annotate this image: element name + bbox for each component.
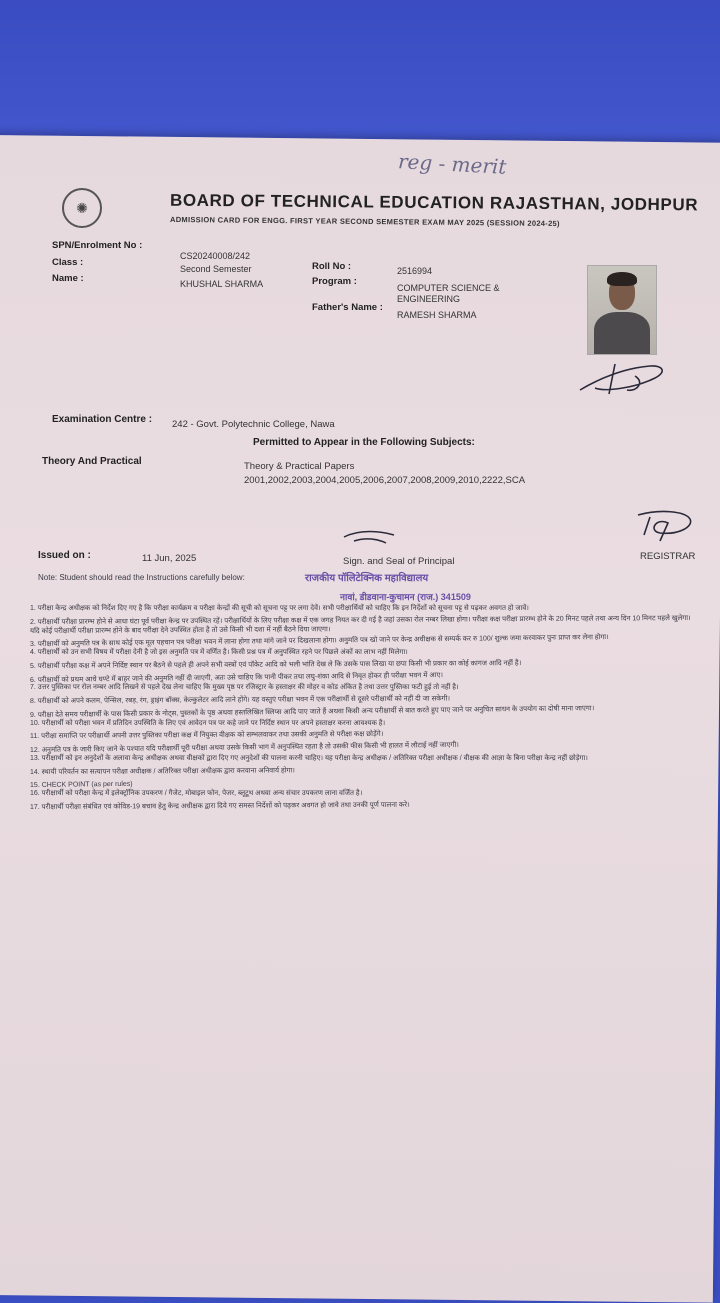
father-name-value: RAMESH SHARMA [397, 310, 477, 320]
roll-label: Roll No : [312, 261, 352, 272]
instruction-item: 2. परीक्षार्थी परीक्षा प्रारम्भ होने से आधा घंटा पूर्व परीक्षा केन्द्र पर उपस्थित रहें। परीक्षार्थियों के लिए परीक्षा कक्ष में एक जगह नियत कर दी गई है जहां उसका रोल नम्बर लिखा होगा। परीक्षा कक्ष परीक्षा प्रारम्भ होने के 20 मिनट पहले तथा अन्य दिन 10 मिनट पहले खुलेगा। यदि कोई परीक्षार्थी परीक्षा प्रारम्भ होने के बाद परीक्षा देने उपस्थित होता है तो उसे किसी भी दशा में नहीं बैठने दिया जाएगा। [29, 614, 691, 635]
class-value: Second Semester [180, 264, 252, 274]
permitted-heading: Permitted to Appear in the Following Subjects: [253, 437, 475, 448]
issued-label: Issued on : [38, 550, 91, 561]
college-stamp-line1: राजकीय पॉलिटेक्निक महाविद्यालय [305, 573, 429, 584]
instructions-list [30, 605, 692, 814]
instruction-item: 1. परीक्षा केन्द्र अधीक्षक को निर्देश दिए गए है कि परीक्षा कार्यक्रम व परीक्षा केन्द्रों की सूची को सूचना पट्ट पर लगा देवें। सभी परीक्षार्थियों को चाहिए कि इन निर्देशों को सूचना पट्ट से पढ़कर अवगत हो जावें। [30, 605, 529, 612]
issued-value: 11 Jun, 2025 [142, 553, 197, 564]
instruction-item: 14. स्थायी परिवर्तन का सत्यापन परीक्षा अधीक्षक / अतिरिक्त परीक्षा अधीक्षक द्वारा करवाना अनिवार्य होगा। [29, 766, 295, 776]
class-label: Class : [52, 257, 84, 268]
instruction-item: 8. परीक्षार्थी को अपने कलम, पेन्सिल, रबड़, रंग, ड्राइंग बॉक्स, केल्कुलेटर आदि लाने होंगे। यह वस्तुएं परीक्षा भवन में एक परीक्षार्थी से दूसरे परीक्षार्थी को नहीं दी जा सकेगी। [29, 695, 451, 706]
instruction-item: 6. परीक्षार्थी को प्रथम आधे घण्टे में बाहर जाने की अनुमति नहीं दी जाएगी, अतः उसे चाहिए कि पानी पीकर तथा लघु-शंका आदि से निवृत होकर ही परीक्षा भवन में आए। [29, 671, 444, 684]
program-value-line2: ENGINEERING [397, 294, 461, 304]
instruction-item: 15. CHECK POINT (as per rules) [29, 781, 133, 790]
instruction-item: 4. परीक्षार्थी को उन सभी विषय में परीक्षा देनी है जो इस अनुमति पत्र में वर्णित है। किसी प्रश्न पत्र में अनुपस्थित रहने पर पिछले अंकों का लाभ नहीं मिलेगा। [30, 649, 408, 656]
board-logo-icon: ✺ [62, 188, 102, 228]
candidate-photo [587, 265, 657, 355]
card-subtitle: ADMISSION CARD FOR ENGG. FIRST YEAR SECOND SEMESTER EXAM MAY 2025 (SESSION 2024-25) [169, 214, 560, 229]
exam-centre-value: 242 - Govt. Polytechnic College, Nawa [172, 419, 335, 430]
name-value: KHUSHAL SHARMA [180, 279, 264, 289]
registrar-label: REGISTRAR [640, 551, 696, 562]
spn-label: SPN/Enrolment No : [52, 240, 143, 251]
father-name-label: Father's Name : [312, 302, 383, 313]
instruction-item: 11. परीक्षा समाप्ति पर परीक्षार्थी अपनी उत्तर पुस्तिका परीक्षा कक्ष में नियुक्त वीक्षक को सम्भलवाकर तथा उसकी अनुमति से परीक्षा कक्ष छोड़ेंगे। [29, 731, 384, 741]
instruction-item: 9. परीक्षा देते समय परीक्षार्थी के पास किसी प्रकार के नोट्स, पुस्तकों के पृष्ठ अथवा हस्तलिखित स्लिप्स आदि पाए जाते हैं अथवा किसी अन्य परीक्षार्थी से बात करते हुए पाए जाने पर अनुचित साधन के उपयोग का दोषी माना जाएगा। [29, 704, 595, 719]
principal-signature [340, 527, 400, 547]
program-label: Program : [312, 276, 357, 287]
program-value-line1: COMPUTER SCIENCE & [397, 283, 500, 293]
name-label: Name : [52, 273, 84, 284]
candidate-signature [575, 358, 670, 398]
papers-list: 2001,2002,2003,2004,2005,2006,2007,2008,2009,2010,2222,SCA [244, 475, 526, 486]
principal-sign-label: Sign. and Seal of Principal [343, 556, 455, 567]
handwritten-note: reg - merit [397, 149, 508, 179]
instruction-item: 10. परीक्षार्थी को परीक्षा भवन में प्रतिदिन उपस्थिति के लिए एवं आवेदन पत्र पर कहे जाने पर निर्दिष्ट स्थान पर अपने हस्ताक्षर करना आवश्यक है। [30, 719, 386, 727]
instruction-item: 12. अनुमति पत्र के जारी किए जाने के पश्चात यदि परीक्षार्थी पूरी परीक्षा अथवा उसके किसी भाग में अनुपस्थित रहता है तो उसकी फीस किसी भी हालत में लौटाई नहीं जाएगी। [29, 741, 459, 755]
board-title: BOARD OF TECHNICAL EDUCATION RAJASTHAN, JODHPUR [169, 190, 699, 215]
college-stamp-line2: नावां, डीडवाना-कुचामन (राज.) 341509 [340, 592, 471, 602]
instructions-note: Note: Student should read the Instructions carefully below: [38, 573, 245, 582]
instruction-item: 7. उत्तर पुस्तिका पर रोल नम्बर आदि लिखने से पहले देख लेना चाहिए कि मुख्य पृष्ठ पर रजिस्ट्रार के हस्ताक्षर की मोहर व कोड अंकित है तथा उत्तर पुस्तिका फटी हुई तो नहीं है। [30, 684, 459, 692]
exam-centre-label: Examination Centre : [52, 414, 153, 425]
roll-value: 2516994 [397, 266, 433, 276]
instruction-item: 3. परीक्षार्थी को अनुमति पत्र के साथ कोई एक मूल पहचान पत्र परीक्षा भवन में लाना होगा तथा मांगे जाने पर दिखलाना होगा। अनुमति पत्र खो जाने पर केन्द्र अधीक्षक से सम्पर्क कर रु 100/ शुल्क जमा करवाकर पुनः प्राप्त कर लेना होगा। [29, 634, 609, 649]
instruction-item: 16. परीक्षार्थी को परीक्षा केन्द्र में इलेक्ट्रॉनिक उपकरण / गैजेट, मोबाइल फोन, पेजर, ब्लूटूथ अथवा अन्य संचार उपकरण लाना वर्जित है। [30, 790, 363, 797]
papers-label: Theory & Practical Papers [244, 461, 355, 472]
spn-value: CS20240008/242 [180, 251, 251, 261]
exam-type-label: Theory And Practical [42, 456, 142, 467]
instruction-item: 17. परीक्षार्थी परीक्षा संबंधित एवं कोविड-19 बचाव हेतु केन्द्र अधीक्षक द्वारा दिये गए समस्त निर्देशों को पढ़कर अवगत हो जावे तथा उनकी पूर्ण पालना करे। [29, 801, 410, 811]
instruction-item: 13. परीक्षार्थी को इन अनुदेशों के अलावा केन्द्र अधीक्षक अथवा वीक्षकों द्वारा दिए गए अनुदेशों की पालना करनी चाहिए। यह परीक्षा केन्द्र अधीक्षक / अतिरिक्त परीक्षा अधीक्षक / वीक्षक की आज्ञा के बिना परीक्षा केन्द्र नहीं छोड़ेगा। [30, 754, 588, 762]
registrar-signature [630, 505, 700, 545]
instruction-item: 5. परीक्षार्थी परीक्षा कक्ष में अपने निर्दिष्ट स्थान पर बैठने से पहले ही अपने सभी वस्त्रों एवं पॉकेट आदि को भली भांति देख ले कि उसके पास लिखा या छपा किसी भी प्रकार का कोई कागज आदि नहीं है। [29, 659, 522, 670]
